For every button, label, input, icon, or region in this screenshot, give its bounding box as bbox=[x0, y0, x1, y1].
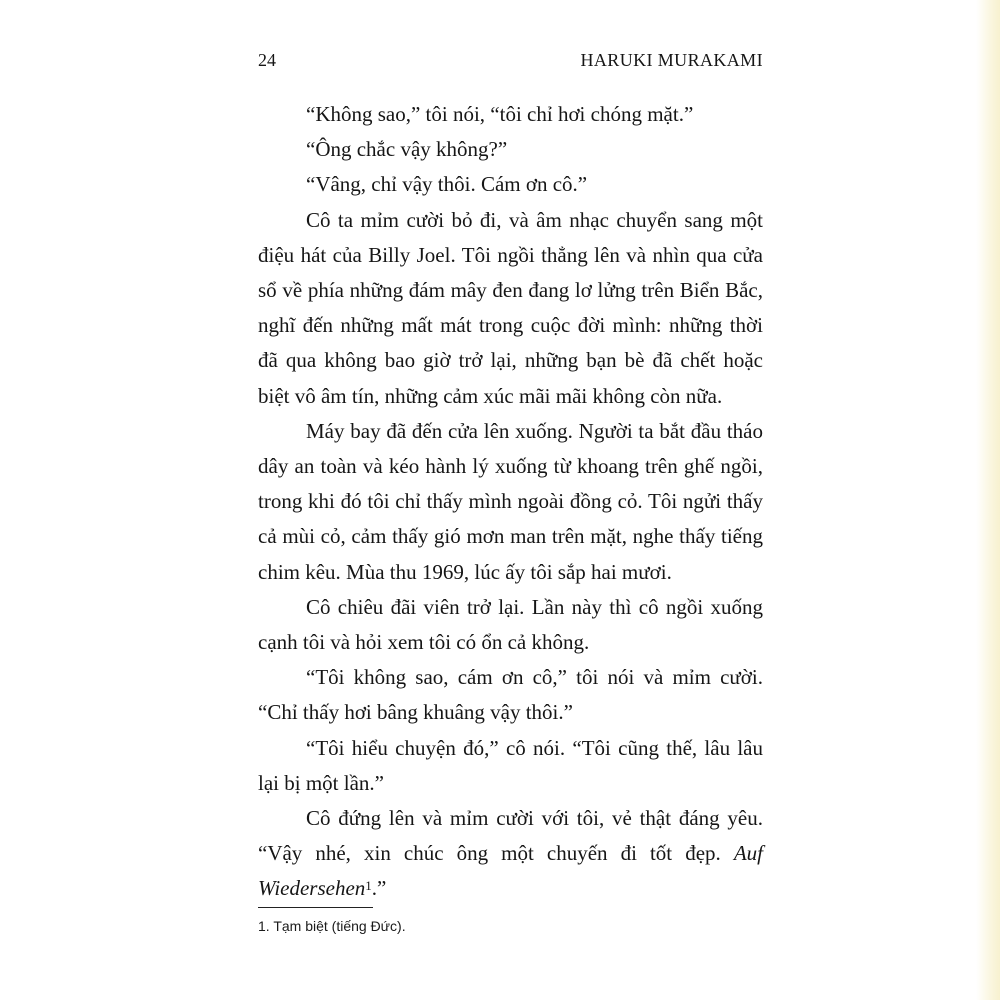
body-text bbox=[258, 97, 763, 907]
paragraph: “Ông chắc vậy không?” bbox=[306, 137, 508, 162]
paragraph: “Tôi hiểu chuyện đó,” cô nói. “Tôi cũng thế, lâu lâu lại bị một lần.” bbox=[258, 735, 763, 795]
paragraph: “Vâng, chỉ vậy thôi. Cám ơn cô.” bbox=[306, 172, 588, 197]
paragraph-text: Cô đứng lên và mỉm cười với tôi, vẻ thật đáng yêu. “Vậy nhé, xin chúc ông một chuyến đi tốt đẹp. bbox=[258, 806, 763, 866]
page-number: 24 bbox=[258, 50, 276, 70]
footnote-divider bbox=[258, 907, 373, 908]
running-head-author: HARUKI MURAKAMI bbox=[580, 50, 763, 70]
italic-foreign-phrase: Auf Wiedersehen bbox=[258, 841, 763, 901]
paragraph-text-end: .” bbox=[371, 876, 387, 901]
paragraph: Máy bay đã đến cửa lên xuống. Người ta bắt đầu tháo dây an toàn và kéo hành lý xuống từ khoang trên ghế ngồi, trong khi đó tôi chỉ thấy mình ngoài đồng cỏ. Tôi ngửi thấy cả mùi cỏ, cảm thấy gió mơn man trên mặt, nghe thấy tiếng chim kêu. Mùa thu 1969, lúc ấy tôi sắp hai mươi. bbox=[258, 418, 763, 584]
paragraph: Cô ta mỉm cười bỏ đi, và âm nhạc chuyển sang một điệu hát của Billy Joel. Tôi ngồi thẳng lên và nhìn qua cửa sổ về phía những đám mây đen đang lơ lửng trên Biển Bắc, nghĩ đến những mất mát trong cuộc đời mình: những thời đã qua không bao giờ trở lại, những bạn bè đã chết hoặc biệt vô âm tín, những cảm xúc mãi mãi không còn nữa. bbox=[258, 207, 763, 408]
footnote: 1. Tạm biệt (tiếng Đức). bbox=[258, 918, 406, 934]
footnote-reference: 1 bbox=[365, 878, 372, 894]
page-header bbox=[258, 50, 763, 74]
paragraph-final bbox=[258, 801, 763, 907]
paragraph: Cô chiêu đãi viên trở lại. Lần này thì cô ngồi xuống cạnh tôi và hỏi xem tôi có ổn cả không. bbox=[258, 594, 763, 655]
paragraph: “Tôi không sao, cám ơn cô,” tôi nói và mỉm cười. “Chỉ thấy hơi bâng khuâng vậy thôi.” bbox=[258, 665, 763, 725]
page-edge-tint bbox=[976, 0, 1000, 1000]
paragraph: “Không sao,” tôi nói, “tôi chỉ hơi chóng mặt.” bbox=[306, 102, 694, 126]
